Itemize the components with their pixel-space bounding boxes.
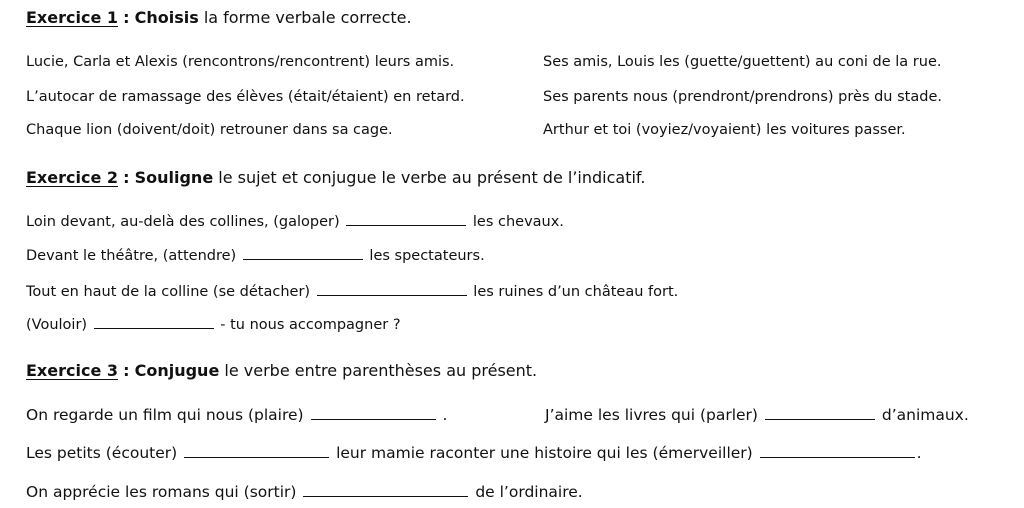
answer-blank[interactable]: [243, 245, 363, 260]
exercise1-verb: Choisis: [134, 8, 199, 27]
exercise2-instruction: le sujet et conjugue le verbe au présent de l’indicatif.: [218, 168, 646, 187]
exercise2-item: [26, 245, 485, 266]
exercise1-instruction: la forme verbale correcte.: [203, 8, 412, 27]
exercise2-item: [26, 211, 564, 232]
exercise3-verb: Conjugue: [134, 361, 220, 380]
answer-blank[interactable]: [317, 281, 467, 296]
exercise3-colon: :: [123, 361, 130, 380]
exercise2-item: [26, 281, 678, 302]
answer-blank[interactable]: [760, 443, 915, 458]
exercise2-item-text: (Vouloir): [26, 317, 88, 333]
answer-blank[interactable]: [94, 314, 214, 329]
exercise2-label: Exercice 2: [26, 168, 118, 187]
exercise3-item: [26, 482, 583, 502]
exercise2-item-text: - tu nous accompagner ?: [220, 317, 401, 333]
exercise3-item-text: J’aime les livres qui (parler): [545, 406, 758, 424]
exercise1-left-item: L’autocar de ramassage des élèves (était/étaient) en retard.: [26, 89, 465, 105]
exercise3-item: [545, 405, 969, 425]
exercise2-heading: [26, 167, 645, 189]
exercise1-label: Exercice 1: [26, 8, 118, 27]
exercise2-item-text: les ruines d’un château fort.: [473, 284, 679, 300]
answer-blank[interactable]: [303, 482, 468, 497]
exercise3-item-text: .: [916, 444, 922, 462]
exercise2-verb: Souligne: [134, 168, 214, 187]
exercise3-label: Exercice 3: [26, 361, 118, 380]
exercise1-left-item: Chaque lion (doivent/doit) retrouner dans sa cage.: [26, 122, 393, 138]
exercise3-item: [26, 405, 447, 425]
answer-blank[interactable]: [184, 443, 329, 458]
exercise2-colon: :: [123, 168, 130, 187]
exercise2-item: [26, 314, 401, 335]
exercise1-right-item: Ses amis, Louis les (guette/guettent) au coni de la rue.: [543, 54, 942, 70]
exercise1-left-item: Lucie, Carla et Alexis (rencontrons/rencontrent) leurs amis.: [26, 54, 455, 70]
exercise3-item-text: On apprécie les romans qui (sortir): [26, 483, 297, 501]
exercise3-item-text: leur mamie raconter une histoire qui les (émerveiller): [336, 444, 753, 462]
exercise2-item-text: Tout en haut de la colline (se détacher): [26, 284, 311, 300]
exercise3-heading: [26, 360, 537, 382]
exercise1-right-item: Ses parents nous (prendront/prendrons) près du stade.: [543, 89, 942, 105]
exercise3-item-text: .: [442, 406, 448, 424]
answer-blank[interactable]: [346, 211, 466, 226]
exercise1-heading: [26, 7, 412, 29]
exercise2-item-text: Loin devant, au-delà des collines, (galoper): [26, 214, 340, 230]
exercise3-item: [26, 443, 922, 463]
exercise1-right-item: Arthur et toi (voyiez/voyaient) les voitures passer.: [543, 122, 906, 138]
exercise3-item-text: On regarde un film qui nous (plaire): [26, 406, 304, 424]
answer-blank[interactable]: [765, 405, 875, 420]
exercise1-colon: :: [123, 8, 130, 27]
exercise2-item-text: les spectateurs.: [369, 248, 485, 264]
exercise3-item-text: d’animaux.: [881, 406, 969, 424]
exercise2-item-text: les chevaux.: [472, 214, 564, 230]
exercise3-instruction: le verbe entre parenthèses au présent.: [224, 361, 538, 380]
answer-blank[interactable]: [311, 405, 436, 420]
exercise3-item-text: de l’ordinaire.: [475, 483, 583, 501]
exercise3-item-text: Les petits (écouter): [26, 444, 178, 462]
exercise2-item-text: Devant le théâtre, (attendre): [26, 248, 237, 264]
